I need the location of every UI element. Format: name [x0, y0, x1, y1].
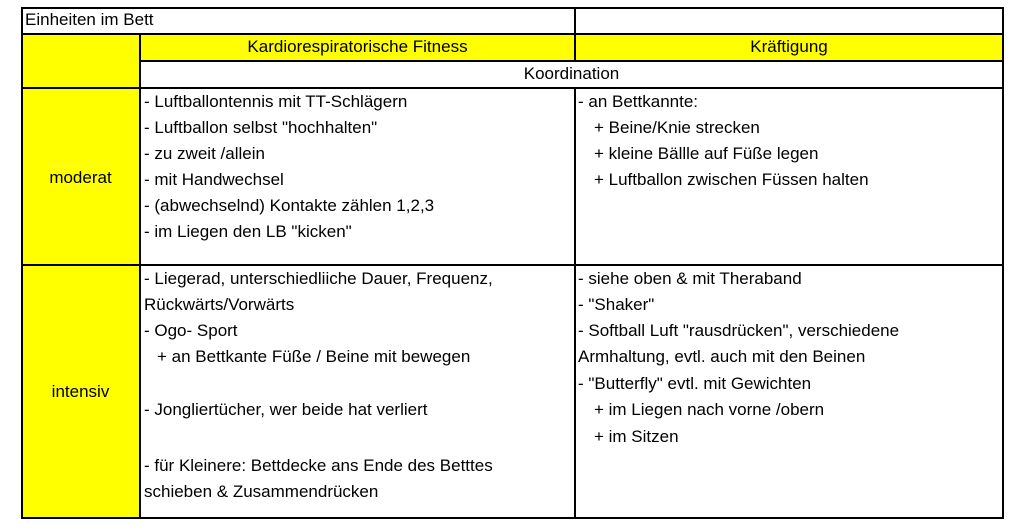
- list-item: - "Butterfly" evtl. mit Gewichten: [578, 374, 812, 393]
- header-coordination: Koordination: [523, 64, 620, 83]
- list-item: - "Shaker": [578, 295, 655, 314]
- header-strength: Kräftigung: [750, 37, 828, 56]
- list-item: - Jongliertücher, wer beide hat verliert: [144, 400, 428, 419]
- list-item: - mit Handwechsel: [144, 170, 284, 189]
- list-item: Armhaltung, evtl. auch mit den Beinen: [578, 347, 866, 366]
- list-item: - Liegerad, unterschiedliiche Dauer, Frequenz,: [144, 269, 493, 288]
- list-item: - Softball Luft "rausdrücken", verschiedene: [578, 321, 900, 340]
- list-item: - zu zweit /allein: [144, 144, 265, 163]
- list-item: schieben & Zusammendrücken: [144, 482, 379, 501]
- list-item: - Luftballon selbst "hochhalten": [144, 118, 378, 137]
- header-cardio: Kardiorespiratorische Fitness: [247, 37, 468, 56]
- list-item: + kleine Bällle auf Füße legen: [594, 144, 819, 163]
- label-column-blank-bg: [22, 34, 140, 87]
- list-item: + Beine/Knie strecken: [594, 118, 760, 137]
- list-item: - Luftballontennis mit TT-Schlägern: [144, 92, 408, 111]
- list-item: + im Liegen nach vorne /obern: [594, 400, 825, 419]
- table-title: Einheiten im Bett: [25, 10, 154, 29]
- list-item: - (abwechselnd) Kontakte zählen 1,2,3: [144, 196, 435, 215]
- border-top: [21, 7, 1004, 9]
- list-item: - im Liegen den LB "kicken": [144, 222, 352, 241]
- border-right: [1002, 7, 1004, 519]
- row-label-intensiv: intensiv: [51, 382, 110, 401]
- border-bottom: [21, 517, 1004, 519]
- list-item: Rückwärts/Vorwärts: [144, 295, 295, 314]
- border-left: [21, 7, 23, 519]
- list-item: - Ogo- Sport: [144, 321, 238, 340]
- list-item: - siehe oben & mit Theraband: [578, 269, 802, 288]
- list-item: + Luftballon zwischen Füssen halten: [594, 170, 869, 189]
- border-label-divider: [139, 33, 141, 519]
- list-item: + an Bettkante Füße / Beine mit bewegen: [157, 347, 471, 366]
- row-label-moderat: moderat: [49, 168, 112, 187]
- list-item: - an Bettkannte:: [578, 92, 699, 111]
- list-item: + im Sitzen: [594, 427, 679, 446]
- list-item: - für Kleinere: Bettdecke ans Ende des Betttes: [144, 456, 493, 475]
- border-middle-body: [574, 87, 576, 519]
